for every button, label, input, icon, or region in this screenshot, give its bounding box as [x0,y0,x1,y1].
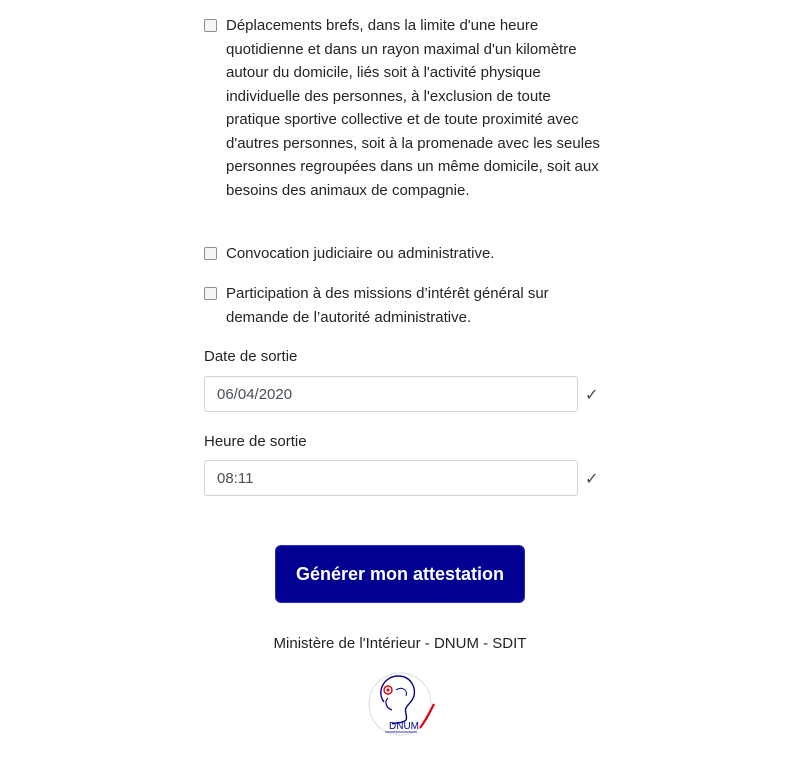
time-label: Heure de sortie [204,433,307,450]
dnum-logo [362,668,442,746]
date-input[interactable] [204,376,578,412]
time-input[interactable] [204,460,578,496]
dnum-logo-text: DNUM [389,721,419,732]
option-judicial-summons-label[interactable]: Convocation judiciaire ou administrative. [226,245,495,262]
option-judicial-summons[interactable] [204,242,604,266]
option-general-interest-label[interactable]: Participation à des missions d’intérêt général sur demande de l’autorité administrative. [226,285,549,326]
generate-attestation-button[interactable]: Générer mon attestation [275,545,525,603]
option-sport-walk-checkbox[interactable] [204,19,217,32]
option-sport-walk[interactable] [204,14,604,202]
option-sport-walk-label[interactable]: Déplacements brefs, dans la limite d'une heure quotidienne et dans un rayon maximal d'un kilomètre autour du domicile, liés soit à l'activité physique individuelle des personnes, à l'exclusion de toute pratique sportive collective et de toute proximité avec d'autres personnes, soit à la promenade avec les seules personnes regroupées dans un même domicile, soit aux besoins des animaux de compagnie. [226,17,600,199]
time-valid-check-icon: ✓ [585,471,599,488]
footer-text: Ministère de l'Intérieur - DNUM - SDIT [273,635,527,652]
date-valid-check-icon: ✓ [585,387,599,404]
option-general-interest-checkbox[interactable] [204,287,217,300]
option-general-interest[interactable] [204,282,604,329]
option-judicial-summons-checkbox[interactable] [204,247,217,260]
date-label: Date de sortie [204,348,298,365]
